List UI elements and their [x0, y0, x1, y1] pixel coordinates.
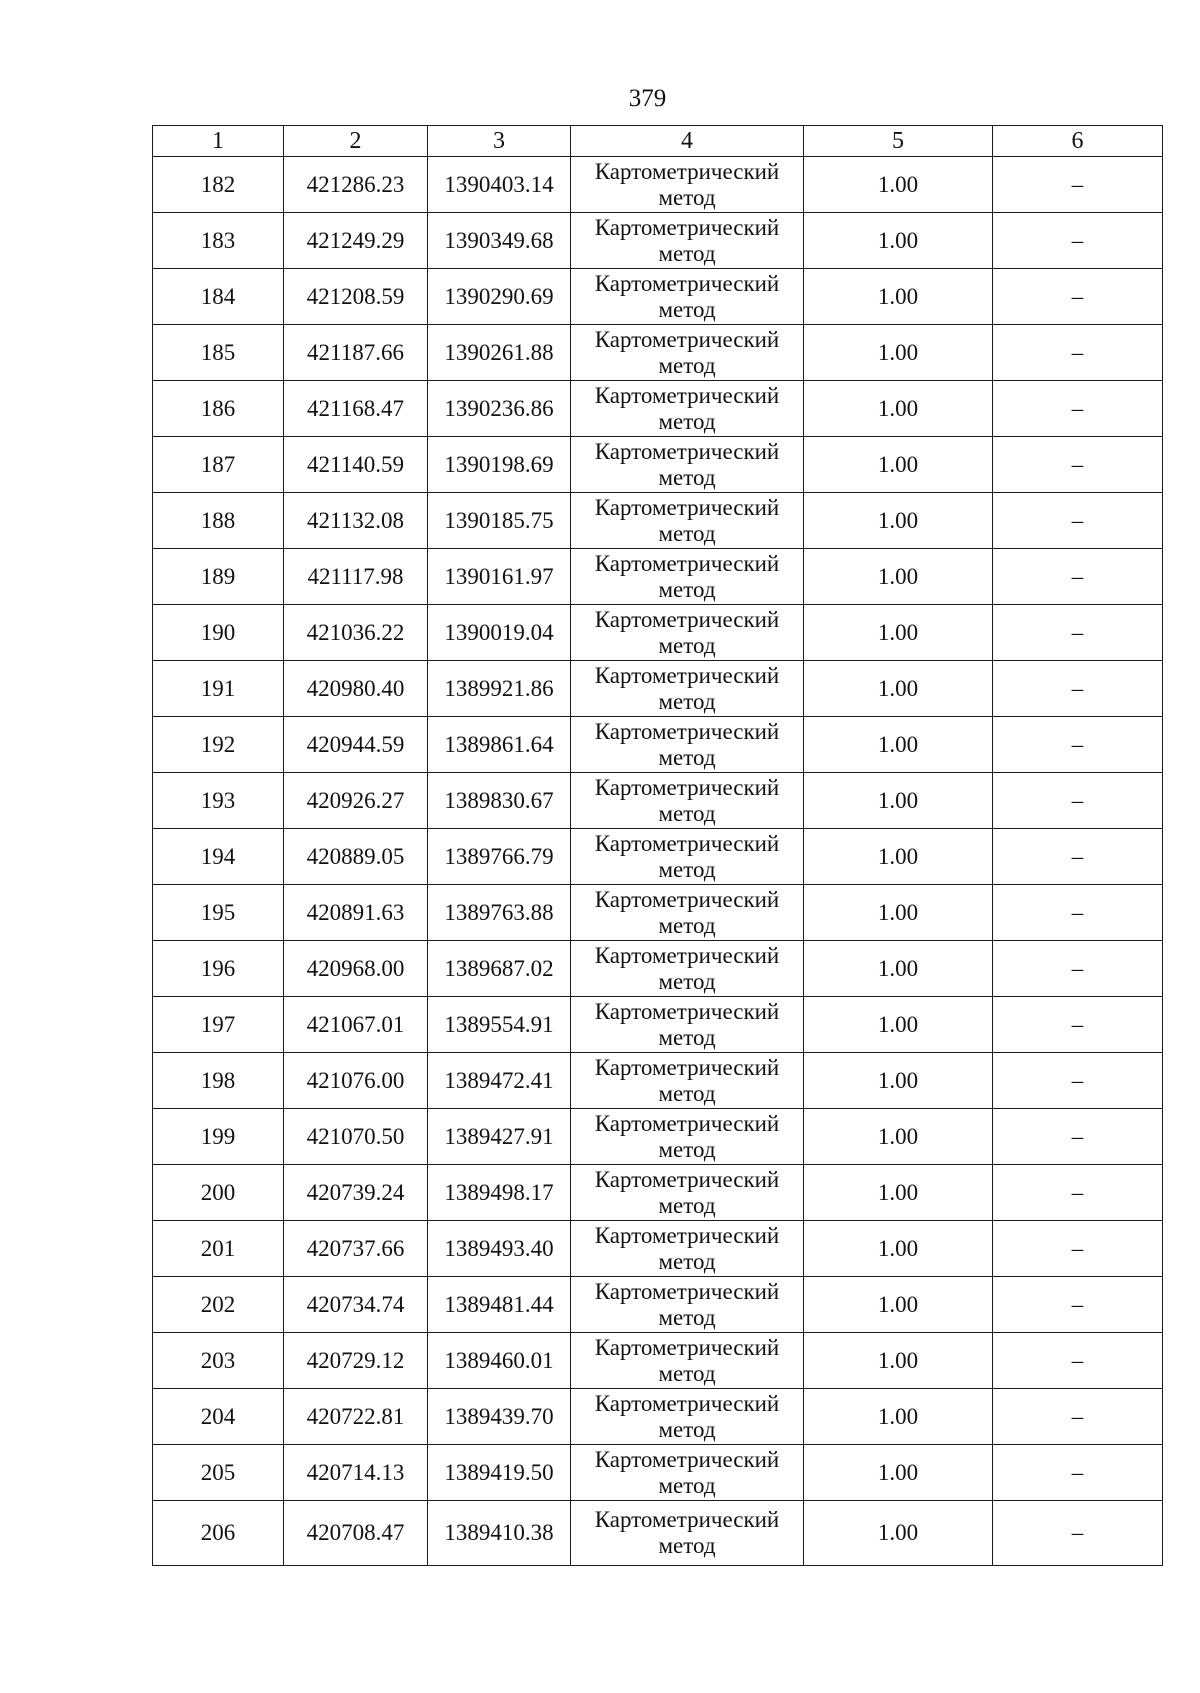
method-cell: Картометрический метод: [571, 325, 804, 381]
point-number-cell: 189: [153, 549, 284, 605]
note-cell: –: [993, 549, 1163, 605]
point-number-cell: 195: [153, 885, 284, 941]
x-coordinate-cell: 421168.47: [284, 381, 428, 437]
method-cell: Картометрический метод: [571, 493, 804, 549]
y-coordinate-cell: 1389763.88: [428, 885, 571, 941]
accuracy-cell: 1.00: [804, 773, 993, 829]
table-row: [153, 885, 1163, 941]
method-cell: Картометрический метод: [571, 1165, 804, 1221]
y-coordinate-cell: 1389419.50: [428, 1445, 571, 1501]
y-coordinate-cell: 1390290.69: [428, 269, 571, 325]
method-cell: Картометрический метод: [571, 549, 804, 605]
y-coordinate-cell: 1389830.67: [428, 773, 571, 829]
table-row: [153, 1277, 1163, 1333]
y-coordinate-cell: 1390161.97: [428, 549, 571, 605]
table-header: [153, 126, 1163, 157]
method-cell: Картометрический метод: [571, 829, 804, 885]
x-coordinate-cell: 420926.27: [284, 773, 428, 829]
point-number-cell: 197: [153, 997, 284, 1053]
y-coordinate-cell: 1389439.70: [428, 1389, 571, 1445]
accuracy-cell: 1.00: [804, 1333, 993, 1389]
y-coordinate-cell: 1389921.86: [428, 661, 571, 717]
x-coordinate-cell: 421187.66: [284, 325, 428, 381]
note-cell: –: [993, 381, 1163, 437]
accuracy-cell: 1.00: [804, 885, 993, 941]
y-coordinate-cell: 1389460.01: [428, 1333, 571, 1389]
accuracy-cell: 1.00: [804, 157, 993, 213]
note-cell: –: [993, 213, 1163, 269]
method-cell: Картометрический метод: [571, 1501, 804, 1566]
x-coordinate-cell: 421070.50: [284, 1109, 428, 1165]
y-coordinate-cell: 1389481.44: [428, 1277, 571, 1333]
accuracy-cell: 1.00: [804, 997, 993, 1053]
table-row: [153, 1389, 1163, 1445]
method-cell: Картометрический метод: [571, 661, 804, 717]
x-coordinate-cell: 420944.59: [284, 717, 428, 773]
method-cell: Картометрический метод: [571, 1333, 804, 1389]
column-header: 5: [804, 126, 993, 157]
x-coordinate-cell: 421208.59: [284, 269, 428, 325]
method-cell: Картометрический метод: [571, 269, 804, 325]
method-cell: Картометрический метод: [571, 1221, 804, 1277]
note-cell: –: [993, 717, 1163, 773]
note-cell: –: [993, 773, 1163, 829]
point-number-cell: 201: [153, 1221, 284, 1277]
x-coordinate-cell: 420980.40: [284, 661, 428, 717]
method-cell: Картометрический метод: [571, 1389, 804, 1445]
x-coordinate-cell: 421036.22: [284, 605, 428, 661]
accuracy-cell: 1.00: [804, 269, 993, 325]
table-row: [153, 437, 1163, 493]
accuracy-cell: 1.00: [804, 549, 993, 605]
note-cell: –: [993, 157, 1163, 213]
note-cell: –: [993, 1277, 1163, 1333]
point-number-cell: 205: [153, 1445, 284, 1501]
table-row: [153, 269, 1163, 325]
note-cell: –: [993, 325, 1163, 381]
y-coordinate-cell: 1390185.75: [428, 493, 571, 549]
note-cell: –: [993, 437, 1163, 493]
method-cell: Картометрический метод: [571, 213, 804, 269]
column-header: 4: [571, 126, 804, 157]
y-coordinate-cell: 1390261.88: [428, 325, 571, 381]
point-number-cell: 203: [153, 1333, 284, 1389]
method-cell: Картометрический метод: [571, 1445, 804, 1501]
point-number-cell: 185: [153, 325, 284, 381]
x-coordinate-cell: 421249.29: [284, 213, 428, 269]
y-coordinate-cell: 1389498.17: [428, 1165, 571, 1221]
point-number-cell: 184: [153, 269, 284, 325]
point-number-cell: 199: [153, 1109, 284, 1165]
accuracy-cell: 1.00: [804, 605, 993, 661]
method-cell: Картометрический метод: [571, 157, 804, 213]
note-cell: –: [993, 941, 1163, 997]
x-coordinate-cell: 421117.98: [284, 549, 428, 605]
table-row: [153, 1333, 1163, 1389]
accuracy-cell: 1.00: [804, 1053, 993, 1109]
y-coordinate-cell: 1390349.68: [428, 213, 571, 269]
method-cell: Картометрический метод: [571, 1109, 804, 1165]
y-coordinate-cell: 1389410.38: [428, 1501, 571, 1566]
method-cell: Картометрический метод: [571, 437, 804, 493]
column-header: 3: [428, 126, 571, 157]
point-number-cell: 183: [153, 213, 284, 269]
note-cell: –: [993, 1333, 1163, 1389]
y-coordinate-cell: 1389687.02: [428, 941, 571, 997]
table-row: [153, 605, 1163, 661]
note-cell: –: [993, 997, 1163, 1053]
table-row: [153, 1445, 1163, 1501]
note-cell: –: [993, 829, 1163, 885]
point-number-cell: 190: [153, 605, 284, 661]
accuracy-cell: 1.00: [804, 437, 993, 493]
note-cell: –: [993, 493, 1163, 549]
table-row: [153, 773, 1163, 829]
table-row: [153, 661, 1163, 717]
accuracy-cell: 1.00: [804, 829, 993, 885]
x-coordinate-cell: 420889.05: [284, 829, 428, 885]
x-coordinate-cell: 420891.63: [284, 885, 428, 941]
table-row: [153, 325, 1163, 381]
y-coordinate-cell: 1390198.69: [428, 437, 571, 493]
y-coordinate-cell: 1390403.14: [428, 157, 571, 213]
method-cell: Картометрический метод: [571, 1053, 804, 1109]
point-number-cell: 191: [153, 661, 284, 717]
header-row: [153, 126, 1163, 157]
table-row: [153, 717, 1163, 773]
point-number-cell: 192: [153, 717, 284, 773]
point-number-cell: 196: [153, 941, 284, 997]
note-cell: –: [993, 661, 1163, 717]
accuracy-cell: 1.00: [804, 1109, 993, 1165]
table-row: [153, 829, 1163, 885]
table-row: [153, 549, 1163, 605]
x-coordinate-cell: 421132.08: [284, 493, 428, 549]
table-row: [153, 493, 1163, 549]
x-coordinate-cell: 420737.66: [284, 1221, 428, 1277]
table-row: [153, 1165, 1163, 1221]
method-cell: Картометрический метод: [571, 885, 804, 941]
y-coordinate-cell: 1389766.79: [428, 829, 571, 885]
note-cell: –: [993, 1389, 1163, 1445]
note-cell: –: [993, 1221, 1163, 1277]
note-cell: –: [993, 1053, 1163, 1109]
point-number-cell: 198: [153, 1053, 284, 1109]
table-row: [153, 1053, 1163, 1109]
y-coordinate-cell: 1389427.91: [428, 1109, 571, 1165]
y-coordinate-cell: 1390236.86: [428, 381, 571, 437]
y-coordinate-cell: 1389554.91: [428, 997, 571, 1053]
accuracy-cell: 1.00: [804, 325, 993, 381]
x-coordinate-cell: 420739.24: [284, 1165, 428, 1221]
note-cell: –: [993, 885, 1163, 941]
page-number: 379: [628, 85, 667, 112]
note-cell: –: [993, 1445, 1163, 1501]
accuracy-cell: 1.00: [804, 941, 993, 997]
coordinates-table: [152, 125, 1163, 1566]
accuracy-cell: 1.00: [804, 661, 993, 717]
note-cell: –: [993, 269, 1163, 325]
note-cell: –: [993, 605, 1163, 661]
note-cell: –: [993, 1165, 1163, 1221]
accuracy-cell: 1.00: [804, 1389, 993, 1445]
column-header: 6: [993, 126, 1163, 157]
accuracy-cell: 1.00: [804, 1277, 993, 1333]
point-number-cell: 193: [153, 773, 284, 829]
x-coordinate-cell: 420968.00: [284, 941, 428, 997]
point-number-cell: 202: [153, 1277, 284, 1333]
accuracy-cell: 1.00: [804, 493, 993, 549]
column-header: 1: [153, 126, 284, 157]
method-cell: Картометрический метод: [571, 381, 804, 437]
accuracy-cell: 1.00: [804, 1165, 993, 1221]
table-row: [153, 941, 1163, 997]
point-number-cell: 182: [153, 157, 284, 213]
y-coordinate-cell: 1390019.04: [428, 605, 571, 661]
x-coordinate-cell: 420734.74: [284, 1277, 428, 1333]
table-row: [153, 997, 1163, 1053]
note-cell: –: [993, 1109, 1163, 1165]
point-number-cell: 206: [153, 1501, 284, 1566]
method-cell: Картометрический метод: [571, 997, 804, 1053]
table-row: [153, 1221, 1163, 1277]
y-coordinate-cell: 1389493.40: [428, 1221, 571, 1277]
accuracy-cell: 1.00: [804, 381, 993, 437]
accuracy-cell: 1.00: [804, 213, 993, 269]
method-cell: Картометрический метод: [571, 1277, 804, 1333]
accuracy-cell: 1.00: [804, 1445, 993, 1501]
table-row: [153, 157, 1163, 213]
y-coordinate-cell: 1389472.41: [428, 1053, 571, 1109]
x-coordinate-cell: 421067.01: [284, 997, 428, 1053]
x-coordinate-cell: 421286.23: [284, 157, 428, 213]
x-coordinate-cell: 420708.47: [284, 1501, 428, 1566]
table-body: [153, 157, 1163, 1566]
note-cell: –: [993, 1501, 1163, 1566]
point-number-cell: 187: [153, 437, 284, 493]
x-coordinate-cell: 420714.13: [284, 1445, 428, 1501]
point-number-cell: 188: [153, 493, 284, 549]
table-row: [153, 213, 1163, 269]
point-number-cell: 194: [153, 829, 284, 885]
x-coordinate-cell: 421140.59: [284, 437, 428, 493]
method-cell: Картометрический метод: [571, 717, 804, 773]
point-number-cell: 200: [153, 1165, 284, 1221]
method-cell: Картометрический метод: [571, 941, 804, 997]
accuracy-cell: 1.00: [804, 717, 993, 773]
x-coordinate-cell: 420729.12: [284, 1333, 428, 1389]
x-coordinate-cell: 420722.81: [284, 1389, 428, 1445]
column-header: 2: [284, 126, 428, 157]
y-coordinate-cell: 1389861.64: [428, 717, 571, 773]
point-number-cell: 186: [153, 381, 284, 437]
table-row: [153, 381, 1163, 437]
x-coordinate-cell: 421076.00: [284, 1053, 428, 1109]
accuracy-cell: 1.00: [804, 1501, 993, 1566]
table-row: [153, 1501, 1163, 1566]
accuracy-cell: 1.00: [804, 1221, 993, 1277]
method-cell: Картометрический метод: [571, 773, 804, 829]
point-number-cell: 204: [153, 1389, 284, 1445]
method-cell: Картометрический метод: [571, 605, 804, 661]
table-row: [153, 1109, 1163, 1165]
